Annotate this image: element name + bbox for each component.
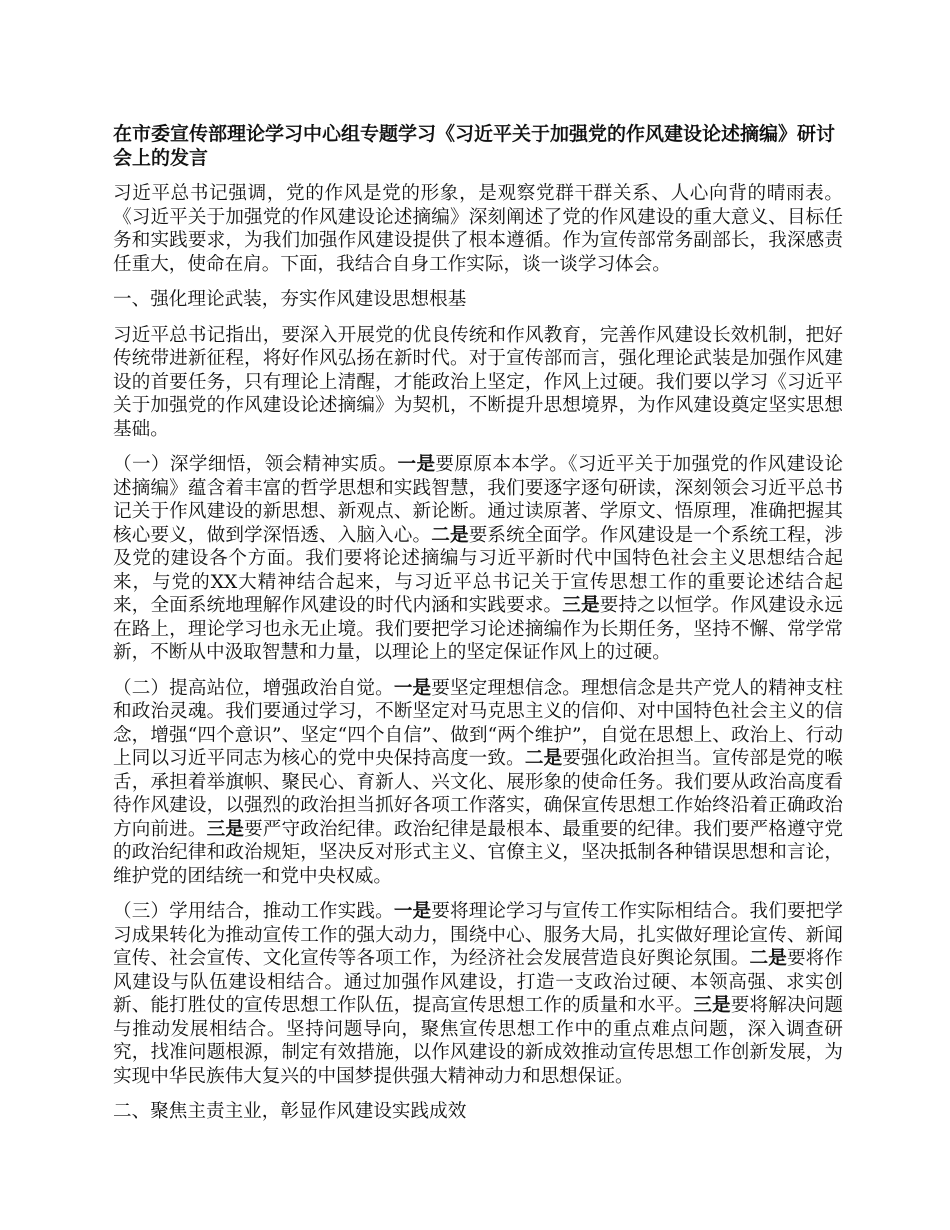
document-body [113,123,843,1136]
text: 要坚定理想信念。理想信念是共产党人的精神支柱和政治灵魂。我们要通过学习，不断坚定对马克思主义的信仰、对中国特色社会主义的信念，增强“四个意识”、坚定“四个自信”、做到“两个维护”，自觉在思想上、政治上、行动上同以习近平同志为核心的党中央保持高度一致。 [113,677,843,769]
section-heading-1: 一、强化理论武装，夯实作风建设思想根基 [113,289,467,310]
text: 要将理论学习与宣传工作实际相结合。我们要把学习成果转化为推动宣传工作的强大动力，围绕中心、服务大局，扎实做好理论宣传、新闻宣传、社会宣传、文化宣传等各项工作，为经济社会发展营造良好舆论氛围。 [113,901,843,969]
bold-marker: 二是 [431,524,469,546]
paragraph-subsection-2 [113,677,843,889]
bold-marker: 一是 [393,677,432,699]
bold-marker: 三是 [693,995,731,1016]
text: 要原原本本学。《习近平关于加强党的作风建设论述摘编》蕴含着丰富的哲学思想和实践智慧，我们要逐字逐句研读，深刻领会习近平总书记关于作风建设的新思想、新观点、新论断。通过读原著、学原文、悟原理，准确把握其核心要义，做到学深悟透、入脑入心。 [113,454,843,546]
intro-paragraph: 习近平总书记强调，党的作风是党的形象，是观察党群干群关系、人心向背的晴雨表。《习近平关于加强党的作风建设论述摘编》深刻阐述了党的作风建设的重大意义、目标任务和实践要求，为我们加强作风建设提供了根本遵循。作为宣传部常务副部长，我深感责任重大，使命在肩。下面，我结合自身工作实际，谈一谈学习体会。 [113,183,843,275]
subheading: （二）提高站位，增强政治自觉。 [113,677,394,699]
subheading: （三）学用结合，推动工作实践。 [113,901,394,922]
paragraph-subsection-3 [113,900,843,1088]
text: 要将解决问题与推动发展相结合。坚持问题导向，聚焦宣传思想工作中的重点难点问题，深入调查研究，找准问题根源，制定有效措施，以作风建设的新成效推动宣传思想工作创新发展，为实现中华民族伟大复兴的中国梦提供强大精神动力和思想保证。 [113,995,843,1087]
text: 要强化政治担当。宣传部是党的喉舌，承担着举旗帜、聚民心、育新人、兴文化、展形象的使命任务。我们要从政治高度看待作风建设，以强烈的政治担当抓好各项工作落实，确保宣传思想工作始终沿着正确政治方向前进。 [113,748,843,840]
text: 要系统全面学。作风建设是一个系统工程，涉及党的建设各个方面。我们要将论述摘编与习近平新时代中国特色社会主义思想结合起来，与党的XX大精神结合起来，与习近平总书记关于宣传思想工作的重要论述结合起来，全面系统地理解作风建设的时代内涵和实践要求。 [113,524,843,616]
section1-intro-paragraph: 习近平总书记指出，要深入开展党的优良传统和作风教育，完善作风建设长效机制，把好传统带进新征程，将好作风弘扬在新时代。对于宣传部而言，强化理论武装是加强作风建设的首要任务，只有理论上清醒，才能政治上坚定，作风上过硬。我们要以学习《习近平关于加强党的作风建设论述摘编》为契机，不断提升思想境界，为作风建设奠定坚实思想基础。 [113,324,843,440]
bold-marker: 二是 [749,948,787,969]
text: 要将作风建设与队伍建设相结合。通过加强作风建设，打造一支政治过硬、本领高强、求实创新、能打胜仗的宣传思想工作队伍，提高宣传思想工作的质量和水平。 [113,948,843,1016]
document-title: 在市委宣传部理论学习中心组专题学习《习近平关于加强党的作风建设论述摘编》研讨会上的发言 [113,123,836,169]
section-heading-2: 二、聚焦主责主业，彰显作风建设实践成效 [113,1101,467,1122]
bold-marker: 三是 [562,595,600,616]
subheading: （一）深学细悟，领会精神实质。 [113,454,398,475]
paragraph-subsection-1 [113,453,843,665]
bold-marker: 一是 [397,454,436,475]
bold-marker: 二是 [524,748,563,769]
bold-marker: 一是 [393,901,432,922]
text: 要严守政治纪律。政治纪律是最根本、最重要的纪律。我们要严格遵守党的政治纪律和政治规矩，坚决反对形式主义、官僚主义，坚决抵制各种错误思想和言论，维护党的团结统一和党中央权威。 [113,818,843,887]
bold-marker: 三是 [206,818,245,840]
text: 要持之以恒学。作风建设永远在路上，理论学习也永无止境。我们要把学习论述摘编作为长期任务，坚持不懈、常学常新，不断从中汲取智慧和力量，以理论上的坚定保证作风上的过硬。 [113,595,843,663]
